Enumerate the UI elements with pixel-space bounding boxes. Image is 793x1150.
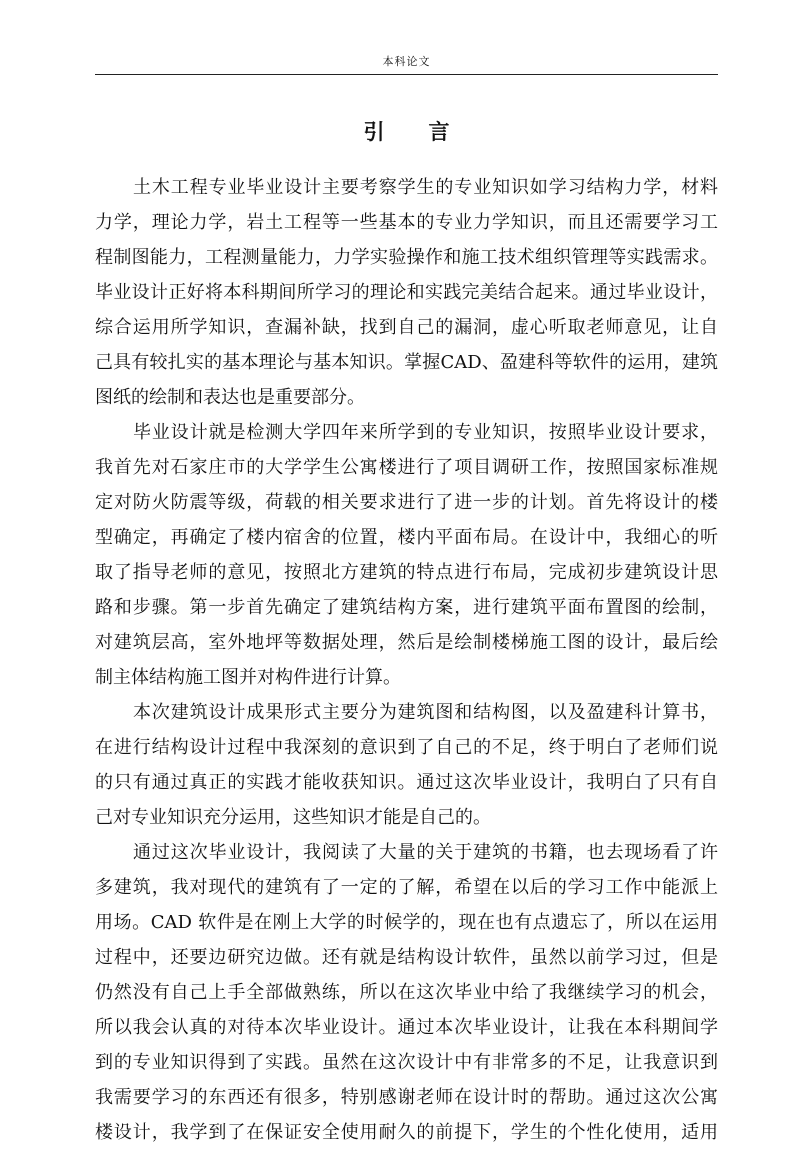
body-text: [95, 170, 718, 1150]
text-line: 毕业设计正好将本科期间所学习的理论和实践完美结合起来。通过毕业设计，: [95, 282, 718, 303]
text-line: 图纸的绘制和表达也是重要部分。: [95, 387, 365, 408]
text-line: 型确定，再确定了楼内宿舍的位置，楼内平面布局。在设计中，我细心的听: [95, 527, 718, 548]
paragraph-1: [95, 170, 718, 415]
text-line: 土木工程专业毕业设计主要考察学生的专业知识如学习结构力学，材料: [133, 177, 718, 198]
header-divider: [95, 74, 718, 75]
text-line: 到的专业知识得到了实践。虽然在这次设计中有非常多的不足，让我意识到: [95, 1052, 718, 1073]
text-line: 己对专业知识充分运用，这些知识才能是自己的。: [95, 807, 491, 828]
text-line: 所以我会认真的对待本次毕业设计。通过本次毕业设计，让我在本科期间学: [95, 1017, 718, 1038]
text-line: 对建筑层高，室外地坪等数据处理，然后是绘制楼梯施工图的设计，最后绘: [95, 632, 718, 653]
section-title: [95, 117, 718, 147]
running-header: 本科论文: [382, 55, 431, 68]
section-title-char-1: 引: [363, 120, 385, 144]
paragraph-4: [95, 835, 718, 1150]
text-line: 综合运用所学知识，查漏补缺，找到自己的漏洞，虚心听取老师意见，让自: [95, 317, 718, 338]
text-line: 定对防火防震等级，荷载的相关要求进行了进一步的计划。首先将设计的楼: [95, 492, 718, 513]
text-line: 过程中，还要边研究边做。还有就是结构设计软件，虽然以前学习过，但是: [95, 947, 718, 968]
text-line: 毕业设计就是检测大学四年来所学到的专业知识，按照毕业设计要求，: [133, 422, 718, 443]
paragraph-3: [95, 695, 718, 835]
text-line: 取了指导老师的意见，按照北方建筑的特点进行布局，完成初步建筑设计思: [95, 562, 718, 583]
text-line: 制主体结构施工图并对构件进行计算。: [95, 667, 401, 688]
text-line: 本次建筑设计成果形式主要分为建筑图和结构图，以及盈建科计算书，: [133, 702, 718, 723]
text-line: 的只有通过真正的实践才能收获知识。通过这次毕业设计，我明白了只有自: [95, 772, 718, 793]
text-line: 我需要学习的东西还有很多，特别感谢老师在设计时的帮助。通过这次公寓: [95, 1087, 718, 1108]
paragraph-2: [95, 415, 718, 695]
section-title-char-2: 言: [428, 120, 450, 144]
text-line: 通过这次毕业设计，我阅读了大量的关于建筑的书籍，也去现场看了许: [133, 842, 718, 863]
text-line: 在进行结构设计过程中我深刻的意识到了自己的不足，终于明白了老师们说: [95, 737, 718, 758]
text-line: 程制图能力，工程测量能力，力学实验操作和施工技术组织管理等实践需求。: [95, 247, 718, 268]
text-line: 仍然没有自己上手全部做熟练，所以在这次毕业中给了我继续学习的机会，: [95, 982, 718, 1003]
text-line: 我首先对石家庄市的大学学生公寓楼进行了项目调研工作，按照国家标准规: [95, 457, 718, 478]
text-line: 多建筑，我对现代的建筑有了一定的了解，希望在以后的学习工作中能派上: [95, 877, 718, 898]
text-line: 己具有较扎实的基本理论与基本知识。掌握CAD、盈建科等软件的运用，建筑: [95, 352, 718, 373]
text-line: 用场。CAD 软件是在刚上大学的时候学的，现在也有点遗忘了，所以在运用: [95, 912, 718, 933]
text-line: 路和步骤。第一步首先确定了建筑结构方案，进行建筑平面布置图的绘制，: [95, 597, 718, 618]
text-line: 楼设计，我学到了在保证安全使用耐久的前提下，学生的个性化使用，适用: [95, 1122, 718, 1143]
text-line: 力学，理论力学，岩土工程等一些基本的专业力学知识，而且还需要学习工: [95, 212, 718, 233]
